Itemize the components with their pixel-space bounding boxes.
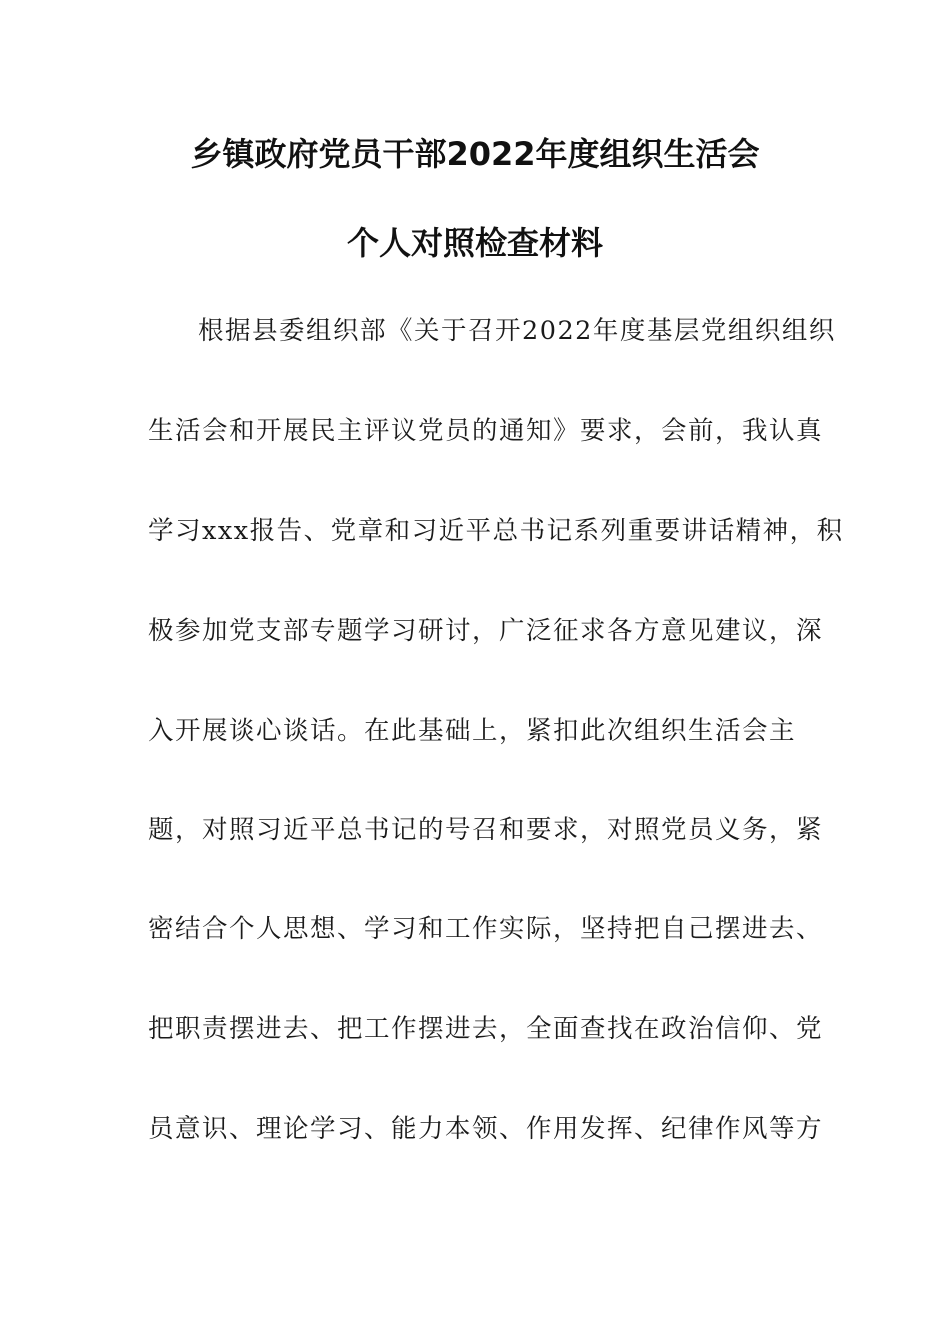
body-paragraph-line: 极参加党支部专题学习研讨，广泛征求各方意见建议，深 xyxy=(148,616,824,646)
body-paragraph-line: 题，对照习近平总书记的号召和要求，对照党员义务，紧 xyxy=(148,815,824,845)
body-paragraph-line: 学习xxx报告、党章和习近平总书记系列重要讲话精神，积 xyxy=(148,516,844,546)
document-title-line-1: 乡镇政府党员干部2022年度组织生活会 xyxy=(190,135,760,173)
body-paragraph-line: 员意识、理论学习、能力本领、作用发挥、纪律作风等方 xyxy=(148,1114,824,1144)
body-paragraph-line: 生活会和开展民主评议党员的通知》要求，会前，我认真 xyxy=(148,416,824,446)
body-paragraph-line: 密结合个人思想、学习和工作实际，坚持把自己摆进去、 xyxy=(148,914,824,944)
body-paragraph-line: 根据县委组织部《关于召开2022年度基层党组织组织 xyxy=(198,316,836,346)
body-paragraph-line: 把职责摆进去、把工作摆进去，全面查找在政治信仰、党 xyxy=(148,1014,824,1044)
body-paragraph-line: 入开展谈心谈话。在此基础上，紧扣此次组织生活会主 xyxy=(148,716,797,746)
document-title-line-2: 个人对照检查材料 xyxy=(346,224,603,262)
